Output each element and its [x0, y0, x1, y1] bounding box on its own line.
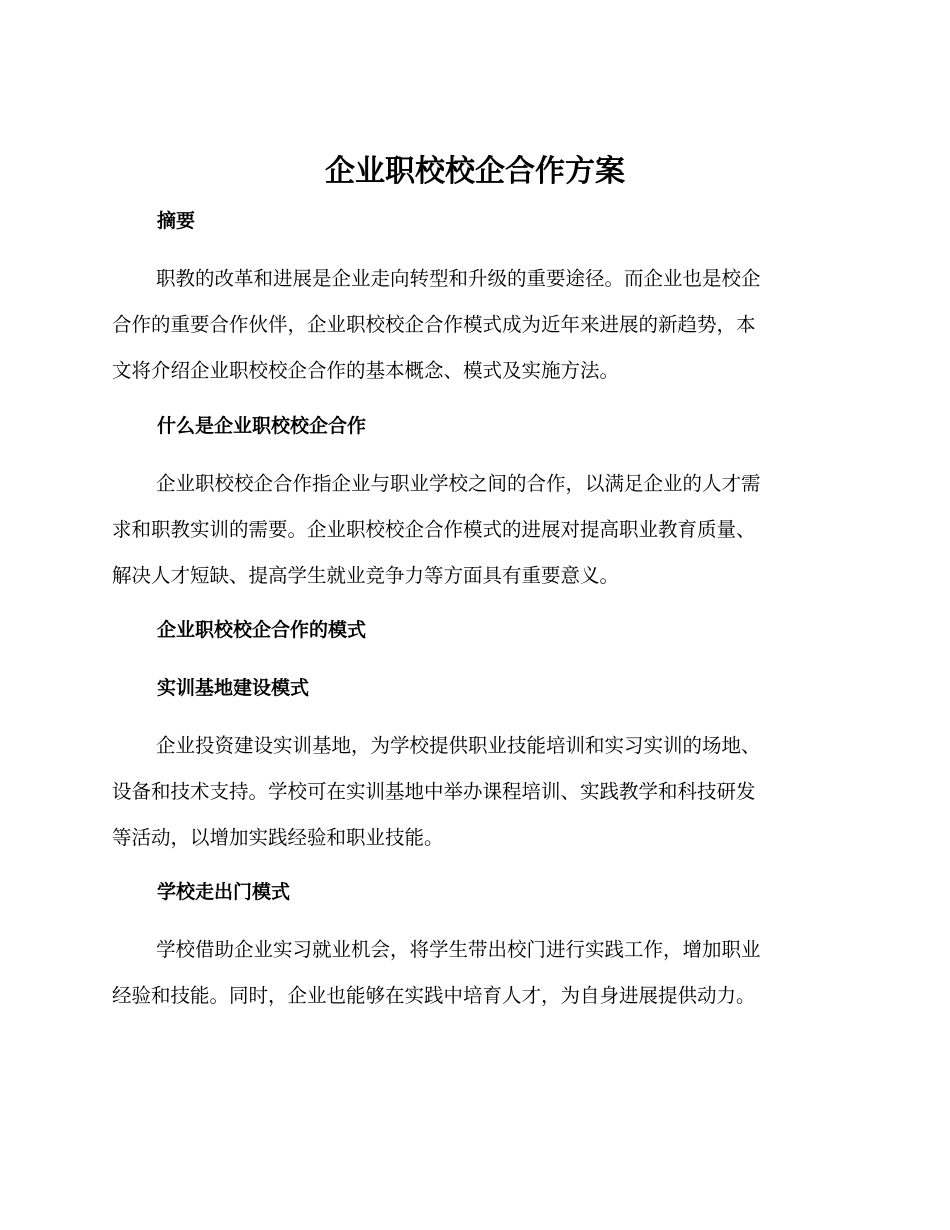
section-heading-abstract: 摘要 — [157, 210, 196, 232]
paragraph-line: 职教的改革和进展是企业走向转型和升级的重要途径。而企业也是校企 — [156, 267, 761, 290]
section-heading-training-base: 实训基地建设模式 — [157, 677, 310, 699]
paragraph-line: 学校借助企业实习就业机会，将学生带出校门进行实践工作，增加职业 — [156, 938, 761, 961]
paragraph-line: 求和职教实训的需要。企业职校校企合作模式的进展对提高职业教育质量、 — [112, 518, 756, 541]
paragraph-line: 解决人才短缺、提高学生就业竞争力等方面具有重要意义。 — [112, 564, 620, 587]
section-heading-models: 企业职校校企合作的模式 — [157, 619, 367, 641]
paragraph-line: 等活动，以增加实践经验和职业技能。 — [112, 826, 444, 849]
section-heading-definition: 什么是企业职校校企合作 — [157, 415, 367, 437]
section-heading-school-outreach: 学校走出门模式 — [157, 881, 291, 903]
paragraph-line: 合作的重要合作伙伴，企业职校校企合作模式成为近年来进展的新趋势，本 — [112, 313, 756, 336]
section-paragraph-definition — [112, 461, 852, 599]
document-title: 企业职校校企合作方案 — [325, 154, 625, 189]
paragraph-line: 文将介绍企业职校校企合作的基本概念、模式及实施方法。 — [112, 359, 620, 382]
paragraph-line: 设备和技术支持。学校可在实训基地中举办课程培训、实践教学和科技研发 — [112, 780, 756, 803]
section-paragraph-school-outreach — [112, 927, 852, 1019]
paragraph-line: 企业职校校企合作指企业与职业学校之间的合作，以满足企业的人才需 — [156, 472, 761, 495]
paragraph-line: 企业投资建设实训基地，为学校提供职业技能培训和实习实训的场地、 — [156, 734, 761, 757]
section-paragraph-training-base — [112, 723, 852, 861]
paragraph-line: 经验和技能。同时，企业也能够在实践中培育人才，为自身进展提供动力。 — [112, 984, 756, 1007]
section-paragraph-abstract — [112, 256, 852, 394]
